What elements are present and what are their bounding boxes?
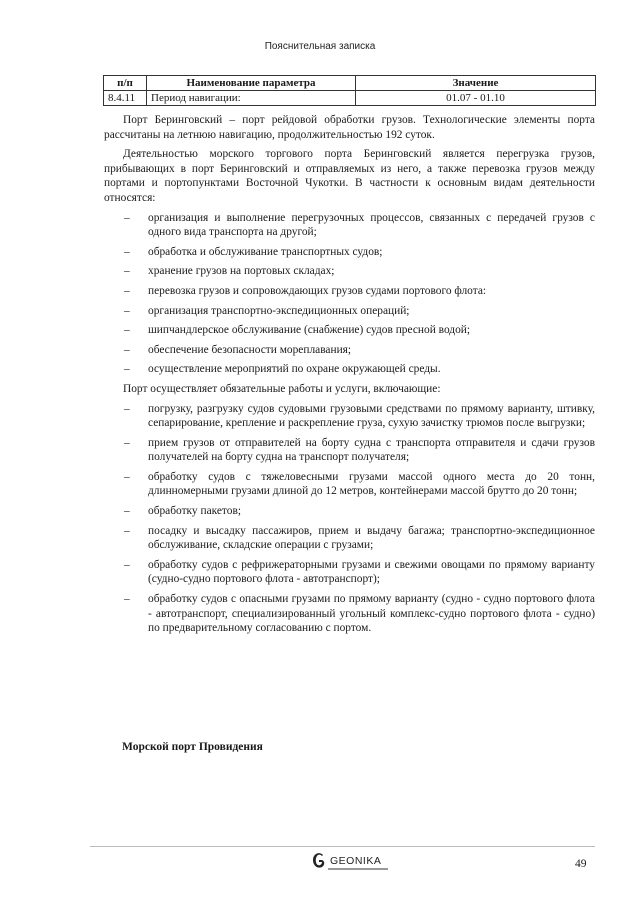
dash-marker: –	[124, 505, 130, 518]
list-item-text: перевозка грузов и сопровождающих грузов судами портового флота:	[148, 284, 487, 297]
cell-number: 8.4.11	[104, 91, 147, 106]
list-item	[104, 362, 595, 377]
dash-marker: –	[124, 211, 130, 224]
dash-marker: –	[124, 470, 130, 483]
list-item-text: шипчандлерское обслуживание (снабжение) судов пресной водой;	[148, 324, 471, 337]
list-item	[104, 284, 595, 299]
list-item	[104, 592, 595, 636]
dash-marker: –	[124, 402, 130, 415]
list-item	[104, 504, 595, 519]
geonika-logo	[312, 852, 381, 870]
dash-marker: –	[124, 558, 130, 571]
paragraph: Порт осуществляет обязательные работы и услуги, включающие:	[123, 382, 441, 395]
dash-marker: –	[124, 593, 130, 606]
footer-divider	[90, 846, 595, 847]
list-item-text: обработку пакетов;	[148, 505, 241, 518]
table-row	[104, 91, 596, 106]
list-item-text: организация и выполнение перегрузочных процессов, связанных с передачей грузов с одного вида транспорта на другой;	[148, 211, 595, 239]
list-item	[104, 245, 595, 260]
list-item	[104, 323, 595, 338]
dash-marker: –	[124, 265, 130, 278]
dash-marker: –	[124, 524, 130, 537]
dash-marker: –	[124, 324, 130, 337]
list-item-text: прием грузов от отправителей на борту судна с транспорта отправителя и сдачи грузов получателей на борту судна на транспорт получателя;	[148, 436, 595, 464]
list-item-text: обработку судов с опасными грузами по прямому варианту (судно - судно портового флота - автотранспорт, специализированный угольный комплекс-судно портового флота - судно) по предварительному согласованию с портом.	[148, 593, 595, 635]
column-header-parameter: Наименование параметра	[147, 76, 356, 91]
list-item	[104, 558, 595, 587]
list-item-text: обработку судов с рефрижераторными грузами и свежими овощами по прямому варианту (судно-судно портового флота - автотранспорт);	[148, 558, 595, 586]
page-number: 49	[575, 858, 587, 870]
paragraph: Порт Беринговский – порт рейдовой обработки грузов. Технологические элементы порта рассчитаны на летнюю навигацию, продолжительностью 192 суток.	[104, 114, 595, 141]
document-header: Пояснительная записка	[264, 41, 376, 52]
list-item	[104, 436, 595, 465]
list-item	[104, 524, 595, 553]
cell-parameter: Период навигации:	[147, 91, 356, 106]
list-item	[104, 343, 595, 358]
paragraph: Деятельностью морского торгового порта Беринговский является перегрузка грузов, прибывающих в порт Беринговский и отправляемых из него, а также перевозка грузов между портами и портопунктами Восточной Чукотки. В частности к основным видам деятельности относятся:	[104, 148, 595, 204]
list-item-text: погрузку, разгрузку судов судовыми грузовыми средствами по прямому варианту, штивку, сепарирование, крепление и раскрепление груза, сухую зачистку трюмов после выгрузки;	[148, 402, 595, 430]
column-header-number: п/п	[104, 76, 147, 91]
list-item-text: осуществление мероприятий по охране окружающей среды.	[148, 363, 441, 376]
list-item	[104, 304, 595, 319]
list-item	[104, 264, 595, 279]
list-item-text: обеспечение безопасности мореплавания;	[148, 343, 352, 356]
list-item-text: обработка и обслуживание транспортных судов;	[148, 245, 383, 258]
list-item	[104, 402, 595, 431]
logo-tagline-line	[328, 868, 388, 870]
services-list	[104, 402, 595, 636]
logo-text: GEONIKA	[330, 855, 382, 867]
list-item	[104, 211, 595, 240]
list-item-text: посадку и высадку пассажиров, прием и выдачу багажа; транспортно-экспедиционное обслуживание, складские операции с грузами;	[148, 524, 595, 552]
activities-list	[104, 211, 595, 377]
body-text	[104, 113, 595, 641]
dash-marker: –	[124, 343, 130, 356]
dash-marker: –	[124, 363, 130, 376]
dash-marker: –	[124, 304, 130, 317]
dash-marker: –	[124, 245, 130, 258]
dash-marker: –	[124, 436, 130, 449]
parameters-table	[103, 75, 596, 106]
list-item-text: хранение грузов на портовых складах;	[148, 265, 335, 278]
list-item	[104, 470, 595, 499]
section-title: Морской порт Провидения	[122, 741, 263, 753]
cell-value: 01.07 - 01.10	[356, 91, 596, 106]
column-header-value: Значение	[356, 76, 596, 91]
table-header-row	[104, 76, 596, 91]
geonika-logo-icon	[312, 852, 326, 870]
dash-marker: –	[124, 284, 130, 297]
list-item-text: организация транспортно-экспедиционных операций;	[148, 304, 410, 317]
list-item-text: обработку судов с тяжеловесными грузами массой одного места до 20 тонн, длинномерными грузами длиной до 12 метров, контейнерами массой брутто до 20 тонн;	[148, 470, 595, 498]
